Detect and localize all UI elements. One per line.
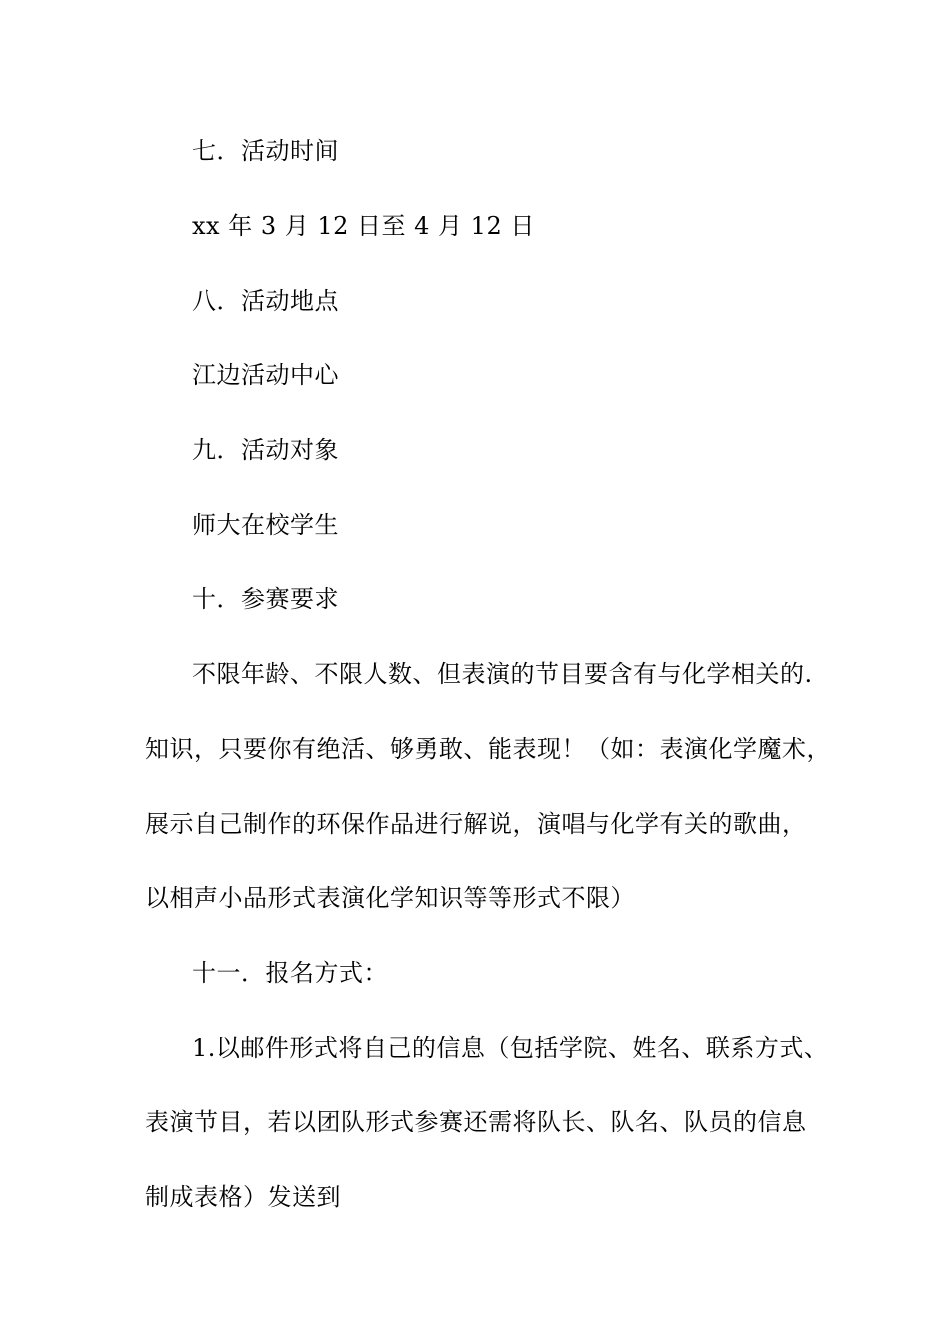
activity-location-text: 江边活动中心	[192, 361, 339, 389]
requirements-paragraph-line-4: 以相声小品形式表演化学知识等等形式不限）	[145, 884, 635, 912]
section-heading-registration: 十一．报名方式：	[192, 959, 388, 987]
section-heading-activity-time: 七．活动时间	[192, 137, 339, 165]
section-heading-activity-audience: 九．活动对象	[192, 436, 339, 464]
requirements-paragraph-line-2: 知识，只要你有绝活、够勇敢、能表现！（如：表演化学魔术，	[145, 735, 831, 763]
activity-audience-text: 师大在校学生	[192, 511, 339, 539]
requirements-paragraph-line-3: 展示自己制作的环保作品进行解说，演唱与化学有关的歌曲，	[145, 810, 807, 838]
registration-paragraph-line-2: 表演节目，若以团队形式参赛还需将队长、队名、队员的信息	[145, 1108, 807, 1136]
registration-paragraph-line-1: 1.以邮件形式将自己的信息（包括学院、姓名、联系方式、	[192, 1034, 829, 1062]
activity-time-text: xx 年 3 月 12 日至 4 月 12 日	[192, 212, 535, 240]
registration-paragraph-line-3: 制成表格）发送到	[145, 1183, 341, 1211]
requirements-paragraph-line-1: 不限年龄、不限人数、但表演的节目要含有与化学相关的.	[192, 660, 813, 688]
section-heading-requirements: 十．参赛要求	[192, 585, 339, 613]
section-heading-activity-location: 八．活动地点	[192, 287, 339, 315]
